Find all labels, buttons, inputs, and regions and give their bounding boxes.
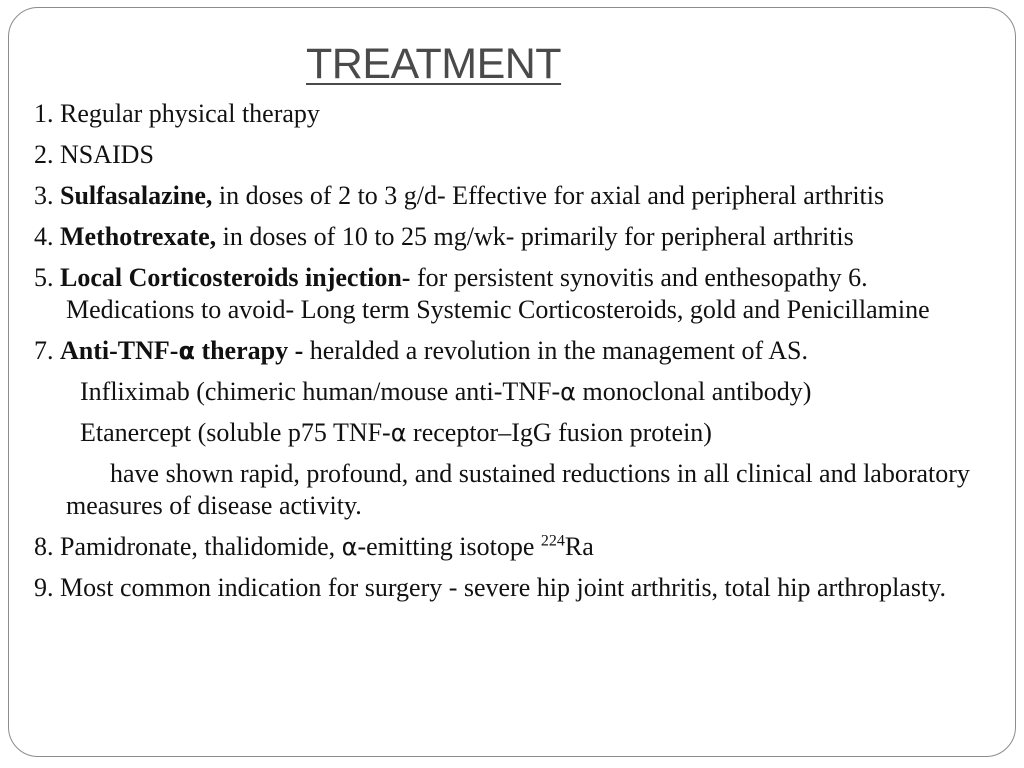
drug-name: Local Corticosteroids injection- xyxy=(60,263,411,292)
isotope-mass: 224 xyxy=(540,532,565,550)
alpha-symbol: α xyxy=(560,378,576,406)
infliximab-text-a: Infliximab (chimeric human/mouse anti-TNF- xyxy=(80,377,561,406)
etanercept-text-b: receptor–IgG fusion protein) xyxy=(406,418,712,447)
treatment-list xyxy=(34,98,994,613)
alpha-symbol: α xyxy=(390,419,407,447)
etanercept-line xyxy=(34,417,994,449)
item-text-b: -emitting isotope xyxy=(357,532,541,561)
item-text: for persistent synovitis and enthesopathy 6. Medications to avoid- Long term Systemic Corticosteroids, gold and Penicillamine xyxy=(66,263,930,324)
item-text-a: 8. Pamidronate, thalidomide, xyxy=(34,532,342,561)
item-number: 7. xyxy=(34,336,60,365)
therapy-name-a: Anti-TNF- xyxy=(60,336,179,365)
list-item-8 xyxy=(34,531,994,563)
drug-name: Sulfasalazine, xyxy=(60,181,213,210)
infliximab-line xyxy=(34,376,994,408)
item-number: 3. xyxy=(34,181,60,210)
drug-name: Methotrexate, xyxy=(60,222,217,251)
slide-title: TREATMENT xyxy=(306,40,562,88)
list-item-9: 9. Most common indication for surgery - severe hip joint arthritis, total hip arthroplasty. xyxy=(34,573,946,602)
infliximab-text-b: monoclonal antibody) xyxy=(575,377,812,406)
item-text: heralded a revolution in the management of AS. xyxy=(303,336,808,365)
list-item-7 xyxy=(34,335,994,367)
results-text: have shown rapid, profound, and sustained reductions in all clinical and laboratory measures of disease activity. xyxy=(66,459,970,520)
item-number: 4. xyxy=(34,222,60,251)
etanercept-text-a: Etanercept (soluble p75 TNF- xyxy=(80,418,391,447)
list-item-4 xyxy=(34,221,994,253)
isotope-symbol: Ra xyxy=(564,532,594,561)
list-item-1: 1. Regular physical therapy xyxy=(34,99,320,128)
therapy-name-b: therapy - xyxy=(194,336,304,365)
item-number: 5. xyxy=(34,263,60,292)
alpha-symbol: α xyxy=(178,337,195,365)
list-item-2: 2. NSAIDS xyxy=(34,140,154,169)
item-text: in doses of 2 to 3 g/d- Effective for axial and peripheral arthritis xyxy=(212,181,885,210)
therapy-name xyxy=(60,336,303,365)
item-text: in doses of 10 to 25 mg/wk- primarily for peripheral arthritis xyxy=(216,222,854,251)
list-item-5 xyxy=(34,262,994,326)
alpha-symbol: α xyxy=(341,533,358,561)
list-item-3 xyxy=(34,180,994,212)
